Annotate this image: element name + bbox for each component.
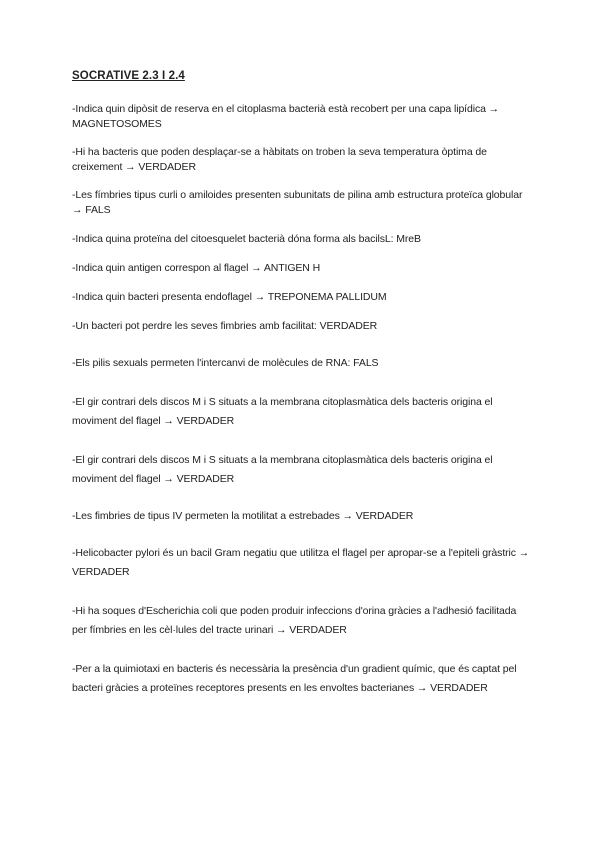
question-item: -Per a la quimiotaxi en bacteris és necessària la presència d'un gradient químic, que és captat pel bacteri gràcies a proteïnes receptores presents en les envoltes bacterianes → VERDADER [72,663,517,694]
question-item: -Indica quin dipòsit de reserva en el citoplasma bacterià està recobert per una capa lipídica → MAGNETOSOMES [72,103,500,130]
question-item: -Les fímbries tipus curli o amiloides presenten subunitats de pilina amb estructura proteïca globular → FALS [72,189,523,216]
question-item: -Hi ha bacteris que poden desplaçar-se a hàbitats on troben la seva temperatura òptima de creixement → VERDADER [72,146,487,173]
question-item: -Indica quina proteïna del citoesquelet bacterià dóna forma als bacilsL: MreB [72,233,421,245]
question-item: -El gir contrari dels discos M i S situats a la membrana citoplasmàtica dels bacteris origina el moviment del flagel → VERDADER [72,396,493,427]
question-item: -Hi ha soques d'Escherichia coli que poden produir infeccions d'orina gràcies a l'adhesió facilitada per fímbries en les cèl·lules del tracte urinari → VERDADER [72,605,517,636]
question-item: -Els pilis sexuals permeten l'intercanvi de molècules de RNA: FALS [72,357,379,369]
question-item: -El gir contrari dels discos M i S situats a la membrana citoplasmàtica dels bacteris origina el moviment del flagel → VERDADER [72,454,493,485]
question-item: -Indica quin antigen correspon al flagel → ANTIGEN H [72,262,321,274]
question-item: -Un bacteri pot perdre les seves fimbries amb facilitat: VERDADER [72,320,378,332]
document-body [72,68,532,698]
question-item: -Helicobacter pylori és un bacil Gram negatiu que utilitza el flagel per apropar-se a l'epiteli gràstric → VERDADER [72,547,530,578]
question-item: -Les fimbries de tipus IV permeten la motilitat a estrebades → VERDADER [72,510,414,522]
document-title: SOCRATIVE 2.3 I 2.4 [72,70,185,82]
question-item: -Indica quin bacteri presenta endoflagel → TREPONEMA PALLIDUM [72,291,387,303]
